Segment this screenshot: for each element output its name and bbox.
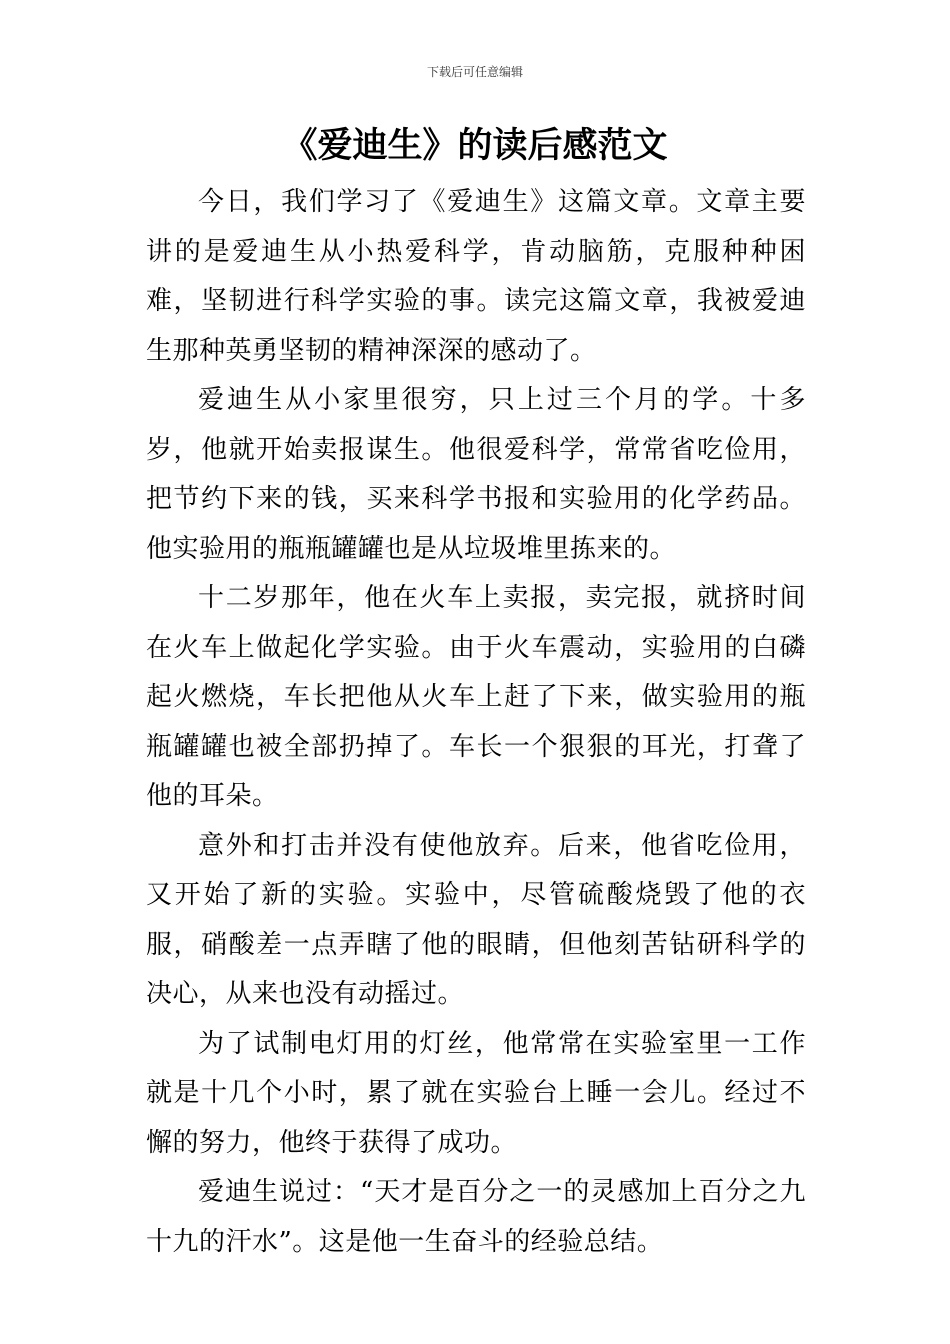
paragraph-5: 为了试制电灯用的灯丝，他常常在实验室里一工作就是十几个小时，累了就在实验台上睡一会儿。经过不懈的努力，他终于获得了成功。 <box>146 1028 806 1158</box>
paragraph-2: 爱迪生从小家里很穷，只上过三个月的学。十多岁，他就开始卖报谋生。他很爱科学，常常省吃俭用，把节约下来的钱，买来科学书报和实验用的化学药品。他实验用的瓶瓶罐罐也是从垃圾堆里拣来的。 <box>146 385 806 564</box>
paragraph-4: 意外和打击并没有使他放弃。后来，他省吃俭用，又开始了新的实验。实验中，尽管硫酸烧毁了他的衣服，硝酸差一点弄瞎了他的眼睛，但他刻苦钻研科学的决心，从来也没有动摇过。 <box>146 830 806 1009</box>
paragraph-6: 爱迪生说过：“天才是百分之一的灵感加上百分之九十九的汗水”。这是他一生奋斗的经验总结。 <box>146 1177 806 1257</box>
document-title: 《爱迪生》的读后感范文 <box>282 126 668 166</box>
paragraph-1: 今日，我们学习了《爱迪生》这篇文章。文章主要讲的是爱迪生从小热爱科学，肯动脑筋，克服种种困难，坚韧进行科学实验的事。读完这篇文章，我被爱迪生那种英勇坚韧的精神深深的感动了。 <box>146 187 806 366</box>
paragraph-3: 十二岁那年，他在火车上卖报，卖完报，就挤时间在火车上做起化学实验。由于火车震动，实验用的白磷起火燃烧，车长把他从火车上赶了下来，做实验用的瓶瓶罐罐也被全部扔掉了。车长一个狠狠的耳光，打聋了他的耳朵。 <box>146 583 806 811</box>
document-body <box>146 178 806 1267</box>
header-note: 下载后可任意编辑 <box>426 65 523 79</box>
